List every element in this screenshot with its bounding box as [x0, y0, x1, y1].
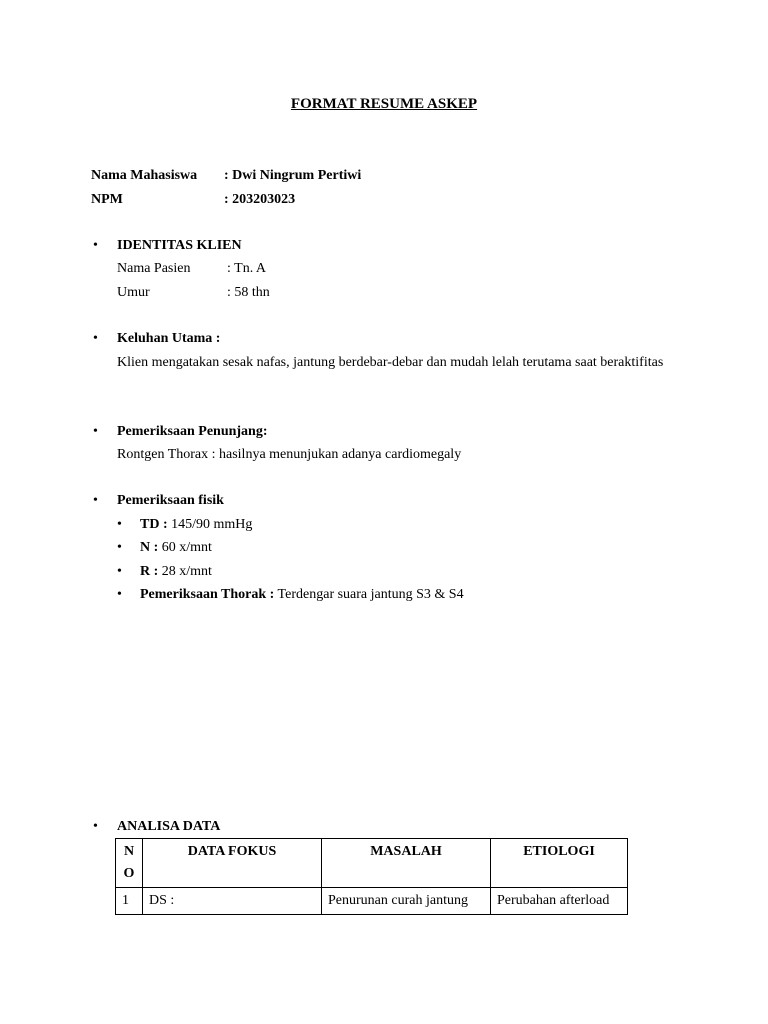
header-masalah: MASALAH	[322, 839, 491, 888]
identitas-heading: IDENTITAS KLIEN	[117, 238, 242, 253]
fisik-item-label: R :	[140, 564, 159, 579]
fisik-item-value: Terdengar suara jantung S3 & S4	[274, 587, 464, 602]
student-name-label: Nama Mahasiswa	[91, 168, 198, 183]
cell-data-fokus: DS :	[143, 888, 322, 915]
bullet-icon: •	[93, 424, 98, 439]
fisik-item-label: Pemeriksaan Thorak :	[140, 587, 275, 602]
cell-no: 1	[116, 888, 143, 915]
bullet-icon: •	[117, 540, 122, 555]
fisik-item-td	[140, 515, 252, 535]
fisik-heading: Pemeriksaan fisik	[117, 493, 224, 508]
header-no-line1: N	[123, 844, 135, 859]
patient-name-label: Nama Pasien	[117, 261, 191, 276]
keluhan-text: Klien mengatakan sesak nafas, jantung berdebar-debar dan mudah lelah terutama saat beraktifitas	[117, 355, 664, 370]
patient-age-label: Umur	[117, 285, 150, 300]
analisa-table	[115, 838, 628, 915]
student-name-value: : Dwi Ningrum Pertiwi	[224, 168, 362, 183]
cell-masalah: Penurunan curah jantung	[322, 888, 491, 915]
document-title: FORMAT RESUME ASKEP	[290, 96, 478, 112]
penunjang-heading: Pemeriksaan Penunjang:	[117, 424, 268, 439]
fisik-item-value: 28 x/mnt	[158, 564, 212, 579]
bullet-icon: •	[93, 238, 98, 253]
bullet-icon: •	[117, 564, 122, 579]
bullet-icon: •	[117, 517, 122, 532]
analisa-heading: ANALISA DATA	[117, 819, 221, 834]
bullet-icon: •	[117, 587, 122, 602]
header-data-fokus: DATA FOKUS	[143, 839, 322, 888]
cell-etiologi: Perubahan afterload	[491, 888, 628, 915]
fisik-item-thorak	[140, 585, 464, 605]
fisik-item-label: TD :	[140, 517, 168, 532]
table-header-row	[116, 839, 628, 888]
npm-label: NPM	[91, 192, 123, 207]
table-row	[116, 888, 628, 915]
header-no	[116, 839, 143, 888]
patient-name-value: : Tn. A	[227, 261, 267, 276]
bullet-icon: •	[93, 331, 98, 346]
fisik-item-r	[140, 562, 212, 582]
penunjang-text: Rontgen Thorax : hasilnya menunjukan adanya cardiomegaly	[117, 447, 462, 462]
fisik-item-n	[140, 538, 212, 558]
bullet-icon: •	[93, 819, 98, 834]
header-etiologi: ETIOLOGI	[491, 839, 628, 888]
header-no-line2: O	[123, 866, 135, 881]
bullet-icon: •	[93, 493, 98, 508]
fisik-item-value: 60 x/mnt	[158, 540, 212, 555]
keluhan-heading: Keluhan Utama :	[117, 331, 221, 346]
fisik-item-label: N :	[140, 540, 159, 555]
fisik-item-value: 145/90 mmHg	[167, 517, 253, 532]
npm-value: : 203203023	[224, 192, 296, 207]
patient-age-value: : 58 thn	[227, 285, 270, 300]
